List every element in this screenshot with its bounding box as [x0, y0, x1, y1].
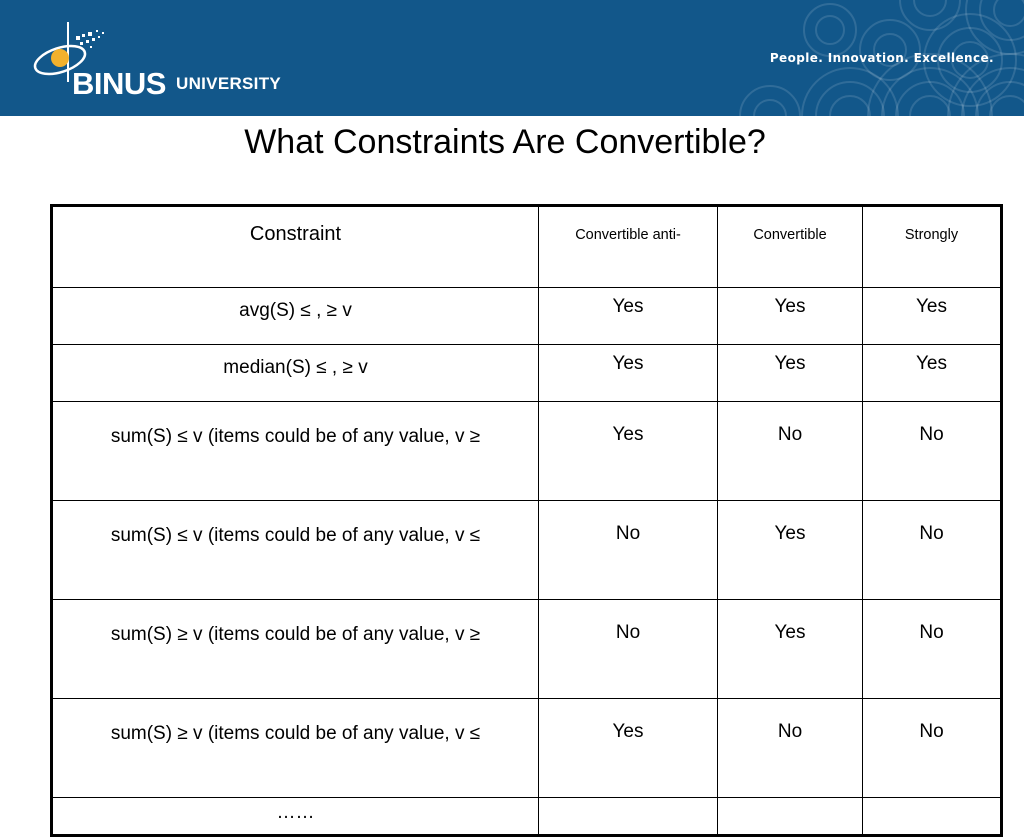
strongly-cell: Yes	[863, 288, 1002, 345]
header-convertible-anti: Convertible anti-	[539, 206, 718, 288]
strongly-cell: No	[863, 402, 1002, 501]
constraint-cell: median(S) ≤ , ≥ v	[52, 345, 539, 402]
anti-cell: Yes	[539, 345, 718, 402]
strongly-cell: No	[863, 501, 1002, 600]
anti-cell: Yes	[539, 402, 718, 501]
table-row	[52, 798, 1002, 836]
table-row	[52, 501, 1002, 600]
convertible-cell: Yes	[718, 501, 863, 600]
header-constraint: Constraint	[52, 206, 539, 288]
strongly-cell: Yes	[863, 345, 1002, 402]
table-row	[52, 699, 1002, 798]
slide-title: What Constraints Are Convertible?	[244, 123, 766, 161]
strongly-cell: No	[863, 600, 1002, 699]
table-row	[52, 345, 1002, 402]
anti-cell: Yes	[539, 288, 718, 345]
logo-brand-text: BINUS	[72, 66, 166, 101]
header-strongly: Strongly	[863, 206, 1002, 288]
header-convertible: Convertible	[718, 206, 863, 288]
table-header-row	[52, 206, 1002, 288]
logo-university-text: UNIVERSITY	[176, 74, 282, 93]
table-row	[52, 288, 1002, 345]
constraints-table	[50, 204, 1003, 837]
anti-cell: No	[539, 501, 718, 600]
anti-cell	[539, 798, 718, 836]
tagline: People. Innovation. Excellence.	[769, 51, 994, 65]
anti-cell: Yes	[539, 699, 718, 798]
header-banner	[0, 0, 1024, 116]
constraint-cell: sum(S) ≥ v (items could be of any value, v ≥	[52, 600, 539, 699]
constraint-cell: ……	[52, 798, 539, 836]
table-row	[52, 402, 1002, 501]
constraint-cell: avg(S) ≤ , ≥ v	[52, 288, 539, 345]
strongly-cell: No	[863, 699, 1002, 798]
anti-cell: No	[539, 600, 718, 699]
table-row	[52, 600, 1002, 699]
convertible-cell	[718, 798, 863, 836]
convertible-cell: Yes	[718, 288, 863, 345]
strongly-cell	[863, 798, 1002, 836]
constraint-cell: sum(S) ≤ v (items could be of any value, v ≤	[52, 501, 539, 600]
convertible-cell: No	[718, 699, 863, 798]
convertible-cell: No	[718, 402, 863, 501]
constraint-cell: sum(S) ≤ v (items could be of any value, v ≥	[52, 402, 539, 501]
constraint-cell: sum(S) ≥ v (items could be of any value, v ≤	[52, 699, 539, 798]
convertible-cell: Yes	[718, 345, 863, 402]
convertible-cell: Yes	[718, 600, 863, 699]
binus-logo	[30, 20, 300, 105]
